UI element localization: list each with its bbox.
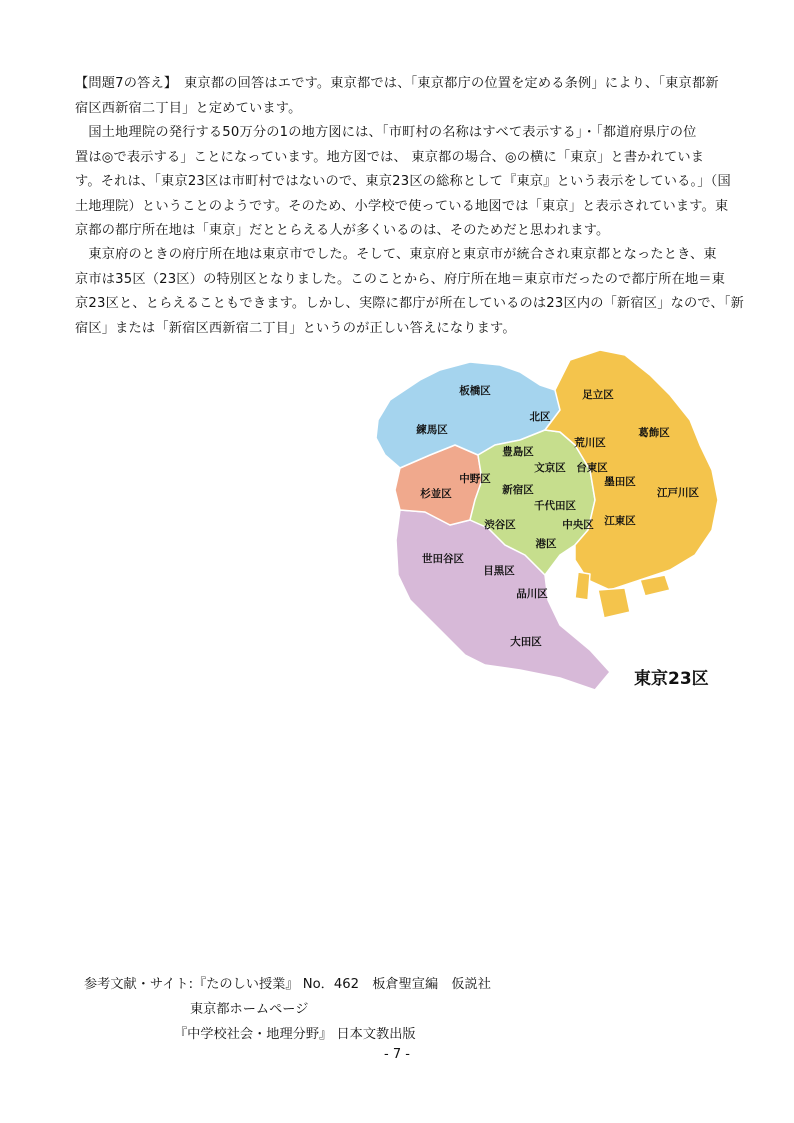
ward-label: 大田区 bbox=[510, 636, 542, 648]
ward-label: 墨田区 bbox=[604, 476, 636, 488]
bay-island bbox=[575, 572, 590, 600]
gsi-line: す。それは、「東京23区は市町村ではないので、東京23区の総称として『東京』という表示をしている。」（国 bbox=[75, 174, 731, 189]
ward-label: 荒川区 bbox=[574, 437, 606, 449]
ward-label: 杉並区 bbox=[420, 488, 452, 500]
ward-label: 渋谷区 bbox=[484, 519, 516, 531]
bay-island bbox=[598, 588, 630, 618]
tokyo-23-wards-map bbox=[370, 345, 720, 695]
answer-paragraph bbox=[75, 72, 720, 121]
history-line: 京23区と、とらえることもできます。しかし、実際に都庁が所在しているのは23区内の「新宿区」なので、「新 bbox=[75, 296, 745, 311]
ward-label: 世田谷区 bbox=[422, 553, 464, 565]
answer-line: 宿区西新宿二丁目」と定めています。 bbox=[75, 100, 302, 116]
answer-line: 【問題7の答え】 東京都の回答はエです。東京都では、「東京都庁の位置を定める条例」により、「東京都新 bbox=[75, 76, 719, 91]
gsi-line: 土地理院）ということのようです。そのため、小学校で使っている地図では「東京」と表示されています。東 bbox=[75, 198, 729, 214]
references bbox=[84, 972, 491, 1047]
history-line: 東京府のときの府庁所在地は東京市でした。そして、東京府と東京市が統合され東京都となったとき、東 bbox=[75, 247, 717, 262]
ward-label: 江戸川区 bbox=[657, 487, 699, 499]
ward-label: 練馬区 bbox=[416, 424, 448, 436]
ward-label: 足立区 bbox=[582, 389, 614, 401]
ward-label: 新宿区 bbox=[502, 484, 534, 496]
ward-label: 江東区 bbox=[604, 515, 636, 527]
ward-label: 板橋区 bbox=[459, 385, 491, 397]
history-line: 京市は35区（23区）の特別区となりました。このことから、府庁所在地＝東京市だったので都庁所在地＝東 bbox=[75, 271, 726, 287]
gsi-line: 国土地理院の発行する50万分の1の地方図には、「市町村の名称はすべて表示する」・「都道府県庁の位 bbox=[75, 125, 697, 140]
ward-label: 千代田区 bbox=[534, 500, 576, 512]
gsi-line: 京都の都庁所在地は「東京」だととらえる人が多くいるのは、そのためだと思われます。 bbox=[75, 223, 610, 238]
ward-label: 葛飾区 bbox=[638, 427, 670, 439]
page-number: - 7 - bbox=[384, 1047, 410, 1062]
ward-label: 港区 bbox=[535, 538, 557, 550]
ward-label: 中央区 bbox=[562, 519, 594, 531]
ward-label: 台東区 bbox=[576, 462, 608, 474]
reference-line: 『中学校社会・地理分野』 日本文教出版 bbox=[174, 1027, 416, 1042]
history-line: 宿区」または「新宿区西新宿二丁目」というのが正しい答えになります。 bbox=[75, 320, 516, 336]
map-title: 東京23区 bbox=[634, 669, 709, 689]
history-paragraph bbox=[75, 243, 745, 341]
reference-line: 参考文献・サイト:『たのしい授業』 No．462 板倉聖宣編 仮説社 bbox=[84, 977, 491, 992]
ward-label: 北区 bbox=[529, 411, 551, 423]
gsi-line: 置は◎で表示する」ことになっています。地方図では、 東京都の場合、◎の横に「東京」と書かれていま bbox=[75, 149, 705, 165]
ward-label: 目黒区 bbox=[483, 565, 515, 577]
ward-label: 豊島区 bbox=[502, 446, 534, 458]
ward-label: 文京区 bbox=[534, 462, 566, 474]
ward-label: 中野区 bbox=[459, 473, 491, 485]
ward-label: 品川区 bbox=[516, 588, 548, 600]
gsi-paragraph bbox=[75, 121, 731, 244]
reference-line: 東京都ホームページ bbox=[190, 1002, 309, 1017]
